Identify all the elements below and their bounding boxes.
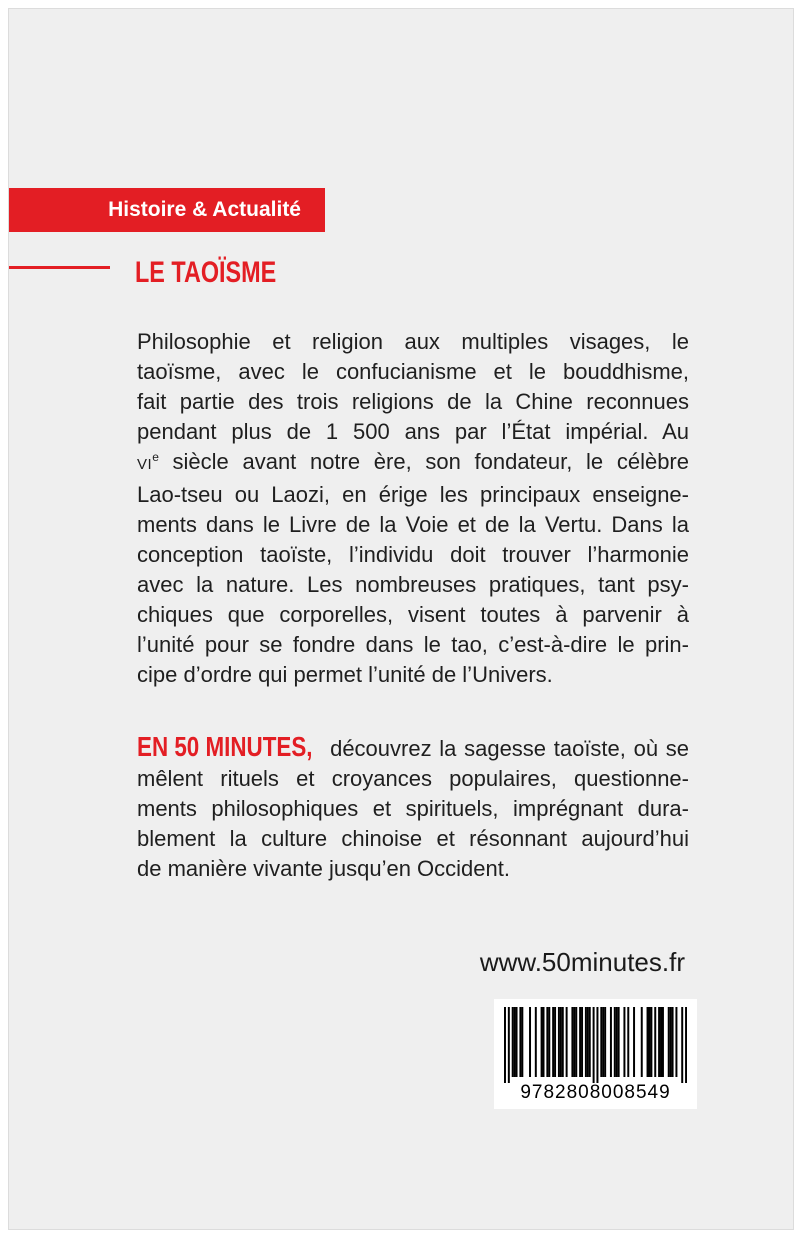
barcode-bar — [658, 1007, 660, 1077]
barcode-bar — [579, 1007, 581, 1077]
barcode-bar — [516, 1007, 518, 1077]
barcode-bar — [654, 1007, 656, 1077]
barcode-bar — [627, 1007, 629, 1077]
barcode-bar — [648, 1007, 650, 1077]
barcode-bar — [548, 1007, 550, 1077]
barcode-bar — [685, 1007, 687, 1083]
barcode-bar — [566, 1007, 568, 1077]
description-line: chiques que corporelles, visent toutes à parvenir à — [137, 602, 689, 627]
barcode-bar — [554, 1007, 556, 1077]
century-numeral: VI — [137, 456, 153, 473]
barcode-bar — [560, 1007, 562, 1077]
barcode-bar — [521, 1007, 523, 1077]
description-line — [137, 447, 689, 480]
promo-line — [137, 732, 689, 764]
title-rule — [9, 266, 110, 269]
barcode-bar — [593, 1007, 595, 1083]
barcode-bar — [647, 1007, 649, 1077]
description-line: Philosophie et religion aux multiples visages, le — [137, 329, 689, 354]
barcode-bar — [519, 1007, 521, 1077]
barcode-bar — [573, 1007, 575, 1077]
barcode-bar — [662, 1007, 664, 1077]
promo-line: blement la culture chinoise et résonnant aujourd’hui — [137, 826, 689, 851]
description-line: conception taoïste, l’individu doit trouver l’harmonie — [137, 542, 689, 567]
barcode-bar — [514, 1007, 516, 1077]
barcode-bar — [650, 1007, 652, 1077]
barcode-bar — [610, 1007, 612, 1077]
barcode-bar — [508, 1007, 510, 1083]
barcode-bar — [585, 1007, 587, 1077]
barcode-bar — [543, 1007, 545, 1077]
barcode-bar — [600, 1007, 602, 1077]
promo-line: ments philosophiques et spirituels, imprégnant dura- — [137, 796, 689, 821]
barcode-bar — [616, 1007, 618, 1077]
barcode-bar — [596, 1007, 598, 1083]
promo-line: de manière vivante jusqu’en Occident. — [137, 856, 510, 881]
barcode-bar — [504, 1007, 506, 1083]
barcode-bar — [529, 1007, 531, 1077]
barcode-bar — [512, 1007, 514, 1077]
description-line: cipe d’ordre qui permet l’unité de l’Univers. — [137, 662, 553, 687]
barcode-bar — [672, 1007, 674, 1077]
barcode-bar — [614, 1007, 616, 1077]
barcode-bar — [660, 1007, 662, 1077]
barcode-bars — [504, 1007, 687, 1083]
description-line: ments dans le Livre de la Voie et de la Vertu. Dans la — [137, 512, 689, 537]
back-cover — [8, 8, 794, 1230]
description-line: avec la nature. Les nombreuses pratiques, tant psy- — [137, 572, 689, 597]
promo-lead: EN 50 MINUTES, — [137, 731, 313, 762]
promo-line: mêlent rituels et croyances populaires, questionne- — [137, 766, 689, 791]
barcode-bar — [675, 1007, 677, 1077]
website-url: www.50minutes.fr — [479, 947, 685, 977]
barcode-bar — [623, 1007, 625, 1077]
description-paragraph — [137, 327, 689, 690]
collection-label: Histoire & Actualité — [9, 188, 325, 232]
description-line: Lao-tseu ou Laozi, en érige les principaux enseigne- — [137, 482, 689, 507]
barcode-bar — [633, 1007, 635, 1077]
barcode-bar — [541, 1007, 543, 1077]
barcode-bar — [571, 1007, 573, 1077]
promo-line-text: découvrez la sagesse taoïste, où se — [322, 736, 689, 761]
isbn-barcode — [494, 999, 697, 1109]
description-line: taoïsme, avec le confucianisme et le bouddhisme, — [137, 359, 689, 384]
barcode-bar — [552, 1007, 554, 1077]
barcode-bar — [562, 1007, 564, 1077]
barcode-bar — [668, 1007, 670, 1077]
century-superscript: e — [152, 450, 159, 464]
description-line-text: siècle avant notre ère, son fondateur, le célèbre — [158, 449, 689, 474]
barcode-bar — [575, 1007, 577, 1077]
barcode-bar — [604, 1007, 606, 1077]
barcode-bar — [670, 1007, 672, 1077]
barcode-bar — [587, 1007, 589, 1077]
book-title: LE TAOÏSME — [135, 256, 277, 289]
barcode-bar — [535, 1007, 537, 1077]
description-line: pendant plus de 1 500 ans par l’État impérial. Au — [137, 419, 689, 444]
barcode-bar — [602, 1007, 604, 1077]
description-line: fait partie des trois religions de la Chine reconnues — [137, 389, 689, 414]
barcode-bar — [581, 1007, 583, 1077]
barcode-bar — [558, 1007, 560, 1077]
isbn-number: 9782808008549 — [520, 1082, 671, 1103]
barcode-bar — [589, 1007, 591, 1077]
promo-paragraph — [137, 732, 689, 884]
barcode-bar — [546, 1007, 548, 1077]
barcode-bar — [641, 1007, 643, 1077]
description-line: l’unité pour se fondre dans le tao, c’est-à-dire le prin- — [137, 632, 689, 657]
barcode-bar — [618, 1007, 620, 1077]
barcode-bar — [681, 1007, 683, 1083]
